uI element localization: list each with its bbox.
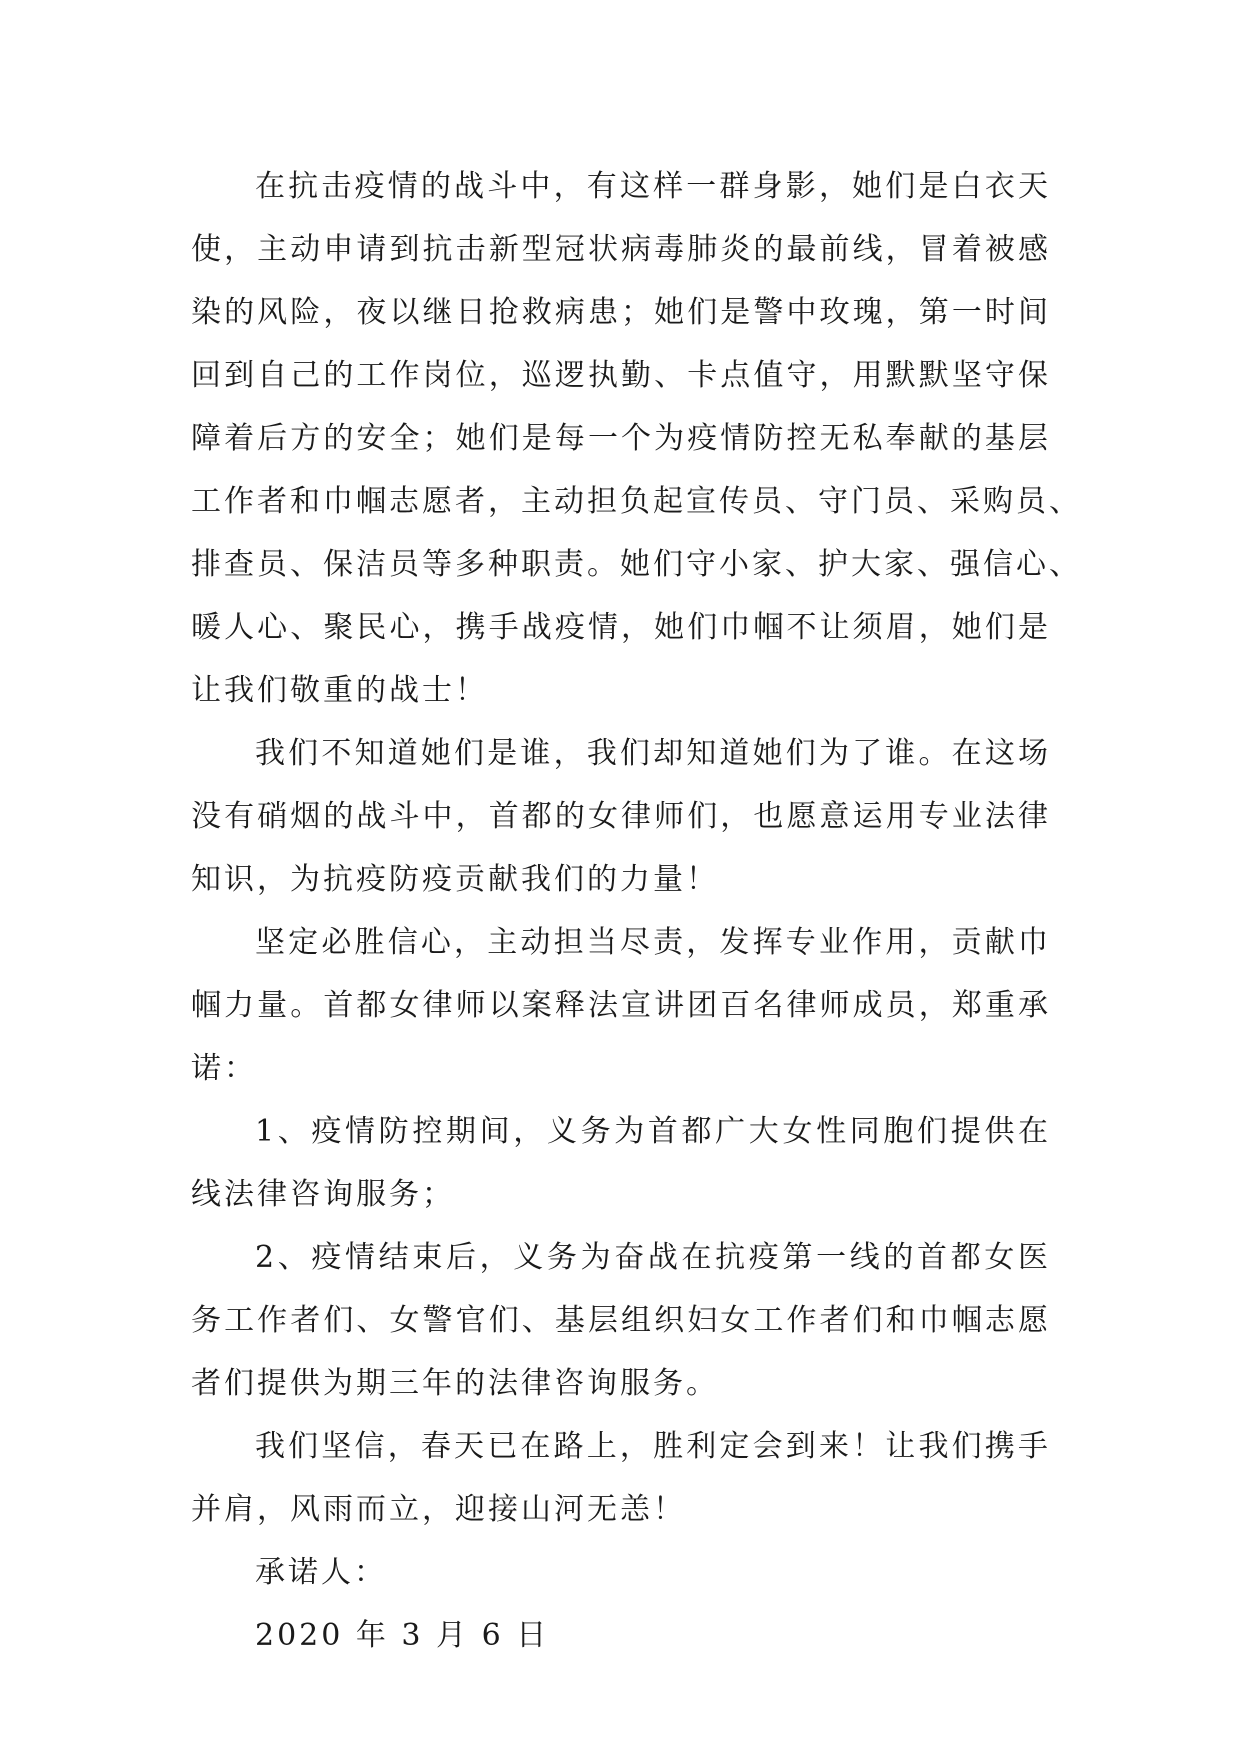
text-line: 并肩，风雨而立，迎接山河无恙！ xyxy=(191,1492,686,1527)
text-line: 2020 年 3 月 6 日 xyxy=(255,1618,550,1653)
text-line: 知识，为抗疫防疫贡献我们的力量！ xyxy=(191,862,719,897)
text-line: 障着后方的安全；她们是每一个为疫情防控无私奉献的基层 xyxy=(191,421,1051,456)
paragraph-female-lawyers xyxy=(191,722,1051,911)
text-line: 在抗击疫情的战斗中，有这样一群身影，她们是白衣天 xyxy=(255,169,1051,204)
text-line: 暖人心、聚民心，携手战疫情，她们巾帼不让须眉，她们是 xyxy=(191,610,1051,645)
text-line: 排查员、保洁员等多种职责。她们守小家、护大家、强信心、 xyxy=(191,547,1082,582)
text-line: 让我们敬重的战士！ xyxy=(191,673,488,708)
text-line: 帼力量。首都女律师以案释法宣讲团百名律师成员，郑重承 xyxy=(191,988,1051,1023)
text-line: 工作者和巾帼志愿者，主动担负起宣传员、守门员、采购员、 xyxy=(191,484,1082,519)
pledge-item-2 xyxy=(191,1226,1051,1415)
document-body xyxy=(191,155,1082,1667)
text-line: 者们提供为期三年的法律咨询服务。 xyxy=(191,1366,719,1401)
paragraph-closing xyxy=(191,1415,1051,1541)
text-line: 务工作者们、女警官们、基层组织妇女工作者们和巾帼志愿 xyxy=(191,1303,1051,1338)
text-line: 染的风险，夜以继日抢救病患；她们是警中玫瑰，第一时间 xyxy=(191,295,1051,330)
paragraph-pledge-intro xyxy=(191,911,1051,1100)
document-date xyxy=(191,1604,1051,1667)
text-line: 坚定必胜信心，主动担当尽责，发挥专业作用，贡献巾 xyxy=(255,925,1051,960)
text-line: 使，主动申请到抗击新型冠状病毒肺炎的最前线，冒着被感 xyxy=(191,232,1051,267)
paragraph-front-line-women xyxy=(191,155,1082,722)
text-line: 1、疫情防控期间，义务为首都广大女性同胞们提供在 xyxy=(255,1114,1051,1149)
text-line: 线法律咨询服务； xyxy=(191,1177,455,1212)
signatory-label xyxy=(191,1541,1051,1604)
text-line: 回到自己的工作岗位，巡逻执勤、卡点值守，用默默坚守保 xyxy=(191,358,1051,393)
text-line: 没有硝烟的战斗中，首都的女律师们，也愿意运用专业法律 xyxy=(191,799,1051,834)
text-line: 我们不知道她们是谁，我们却知道她们为了谁。在这场 xyxy=(255,736,1051,771)
text-line: 我们坚信，春天已在路上，胜利定会到来！让我们携手 xyxy=(255,1429,1051,1464)
pledge-item-1 xyxy=(191,1100,1051,1226)
text-line: 2、疫情结束后，义务为奋战在抗疫第一线的首都女医 xyxy=(255,1240,1051,1275)
text-line: 承诺人： xyxy=(255,1555,387,1590)
text-line: 诺： xyxy=(191,1051,257,1086)
